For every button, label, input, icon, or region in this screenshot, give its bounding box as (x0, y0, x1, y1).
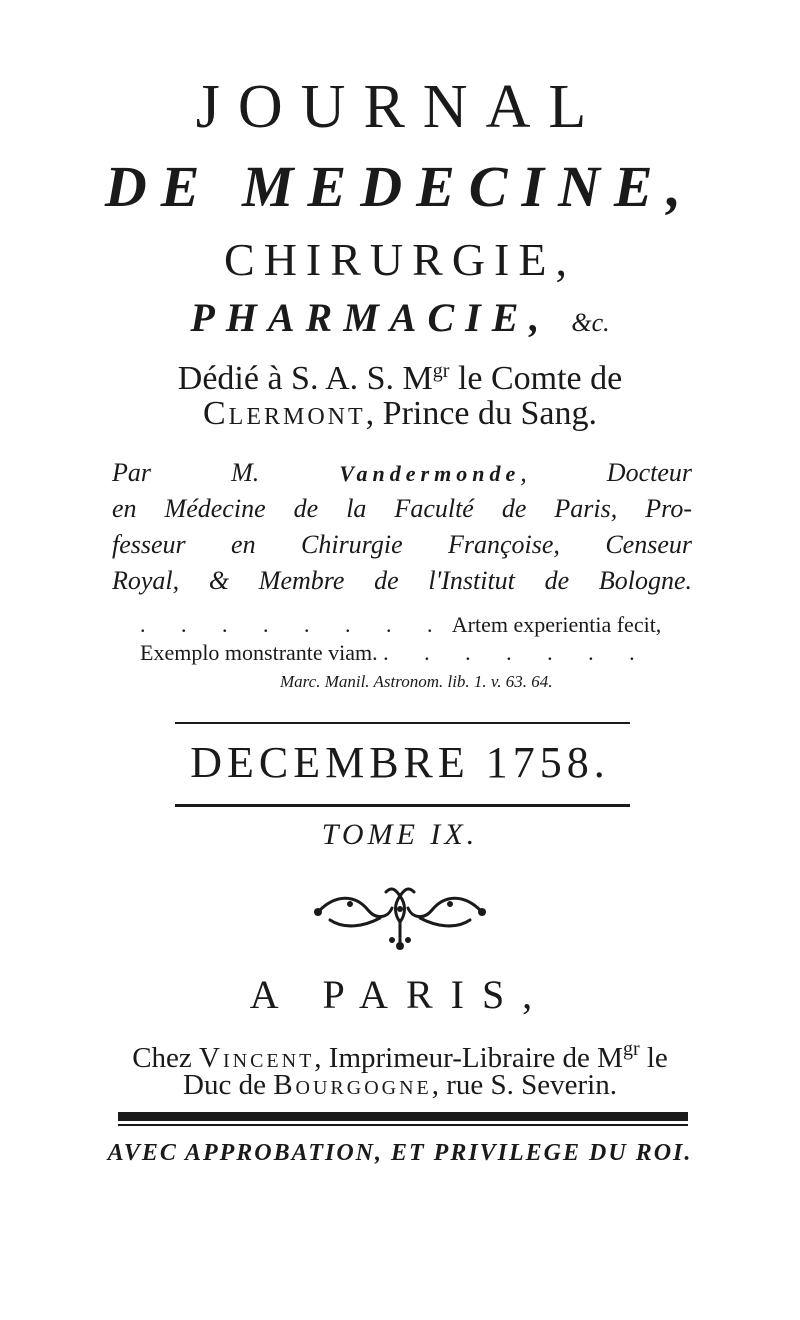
approbation-line: AVEC APPROBATION, ET PRIVILEGE DU ROI. (107, 1140, 693, 1166)
subject-chirurgie: CHIRURGIE, (224, 234, 576, 285)
author-line-1 (112, 455, 692, 492)
epigraph-text-2: Exemplo monstrante viam. (140, 640, 378, 665)
publisher-text-c: le (639, 1042, 668, 1074)
epigraph-line-1 (140, 610, 661, 640)
publisher-line-2 (0, 1066, 800, 1104)
publisher-superscript: gr (622, 1038, 640, 1060)
prince-text: , Prince du Sang. (365, 395, 598, 432)
author-line-3: fesseur en Chirurgie Françoise, Censeur (112, 530, 692, 559)
rule-thick (118, 1112, 688, 1121)
subject-pharmacie (0, 293, 800, 348)
publisher-text-b: , Imprimeur-Libraire de M (314, 1042, 623, 1074)
author-line-4: Royal, & Membre de l'Institut de Bologne. (112, 566, 692, 595)
bourgogne-name: Bourgogne (273, 1069, 432, 1101)
ornament-icon (310, 882, 490, 954)
publisher-name: Vincent (199, 1042, 315, 1074)
duc-text-a: Duc de (183, 1069, 274, 1101)
clermont-name: Clermont (202, 395, 366, 432)
dedication-text-a: Dédié à S. A. S. M (177, 360, 433, 397)
subject-medecine: DE MEDECINE, (104, 154, 696, 219)
duc-text-b: , rue S. Severin. (431, 1069, 617, 1101)
pharmacie-text: PHARMACIE, (190, 295, 551, 340)
author-name: Vandermonde (339, 461, 521, 486)
author-line1-rest: , Docteur (520, 458, 693, 487)
epigraph-dots-1: . . . . . . . . (140, 612, 448, 637)
epigraph-text-1: Artem experientia fecit, (451, 612, 662, 637)
author-par: Par M. (112, 458, 260, 487)
epigraph-line-2 (140, 638, 650, 668)
issue-tome: TOME IX. (321, 818, 479, 851)
dedication-text-b: le Comte de (449, 360, 623, 397)
dedication-line-2 (0, 392, 800, 436)
epigraph-citation: Marc. Manil. Astronom. lib. 1. v. 63. 64. (280, 672, 553, 691)
issue-date: DECEMBRE 1758. (190, 738, 610, 787)
author-line-2: en Médecine de la Faculté de Paris, Pro- (112, 494, 692, 523)
dedication-superscript: gr (432, 360, 450, 382)
rule-upper (175, 722, 630, 724)
epigraph-dots-2: . . . . . . . (383, 640, 650, 665)
publisher-text-a: Chez (132, 1042, 200, 1074)
journal-title: JOURNAL (195, 73, 605, 141)
etc-text: &c. (571, 308, 610, 337)
imprint-place: A PARIS, (249, 972, 551, 1017)
rule-thin (118, 1124, 688, 1126)
rule-middle (175, 804, 630, 807)
